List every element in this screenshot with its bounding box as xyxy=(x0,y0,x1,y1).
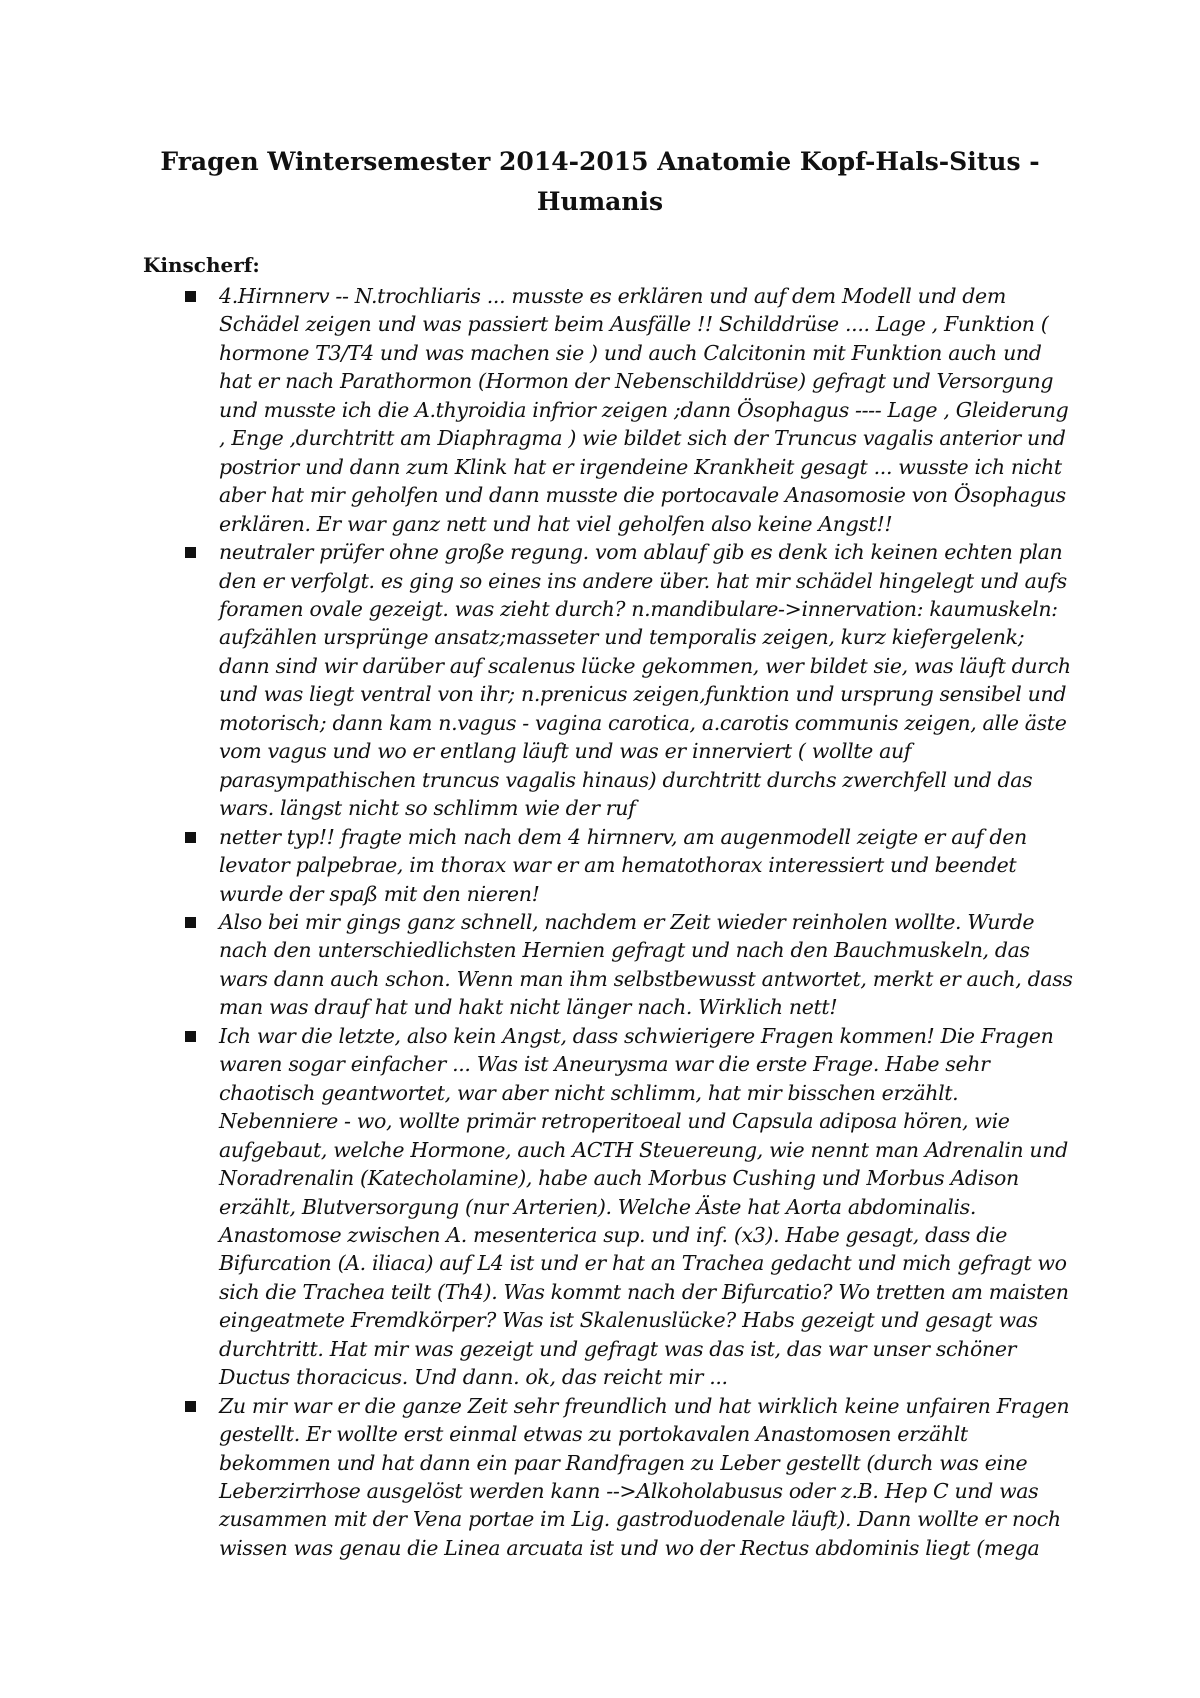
list-item-text: Zu mir war er die ganze Zeit sehr freundlich und hat wirklich keine unfairen Fragen gestellt. Er wollte erst einmal etwas zu portokavalen Anastomosen erzählt bekommen und hat dann ein paar Randfragen zu Leber gestellt (durch was eine Leberzirrhose ausgelöst werden kann -->Alkoholabusus oder z.B. Hep C und was zusammen mit der Vena portae im Lig. gastroduodenale läuft). Dann wollte er noch wissen was genau die Linea arcuata ist und wo der Rectus abdominis liegt (mega xyxy=(219,1393,1070,1560)
section-heading-kinscherf: Kinscherf: xyxy=(143,253,260,277)
list-item-text: Also bei mir gings ganz schnell, nachdem er Zeit wieder reinholen wollte. Wurde nach den unterschiedlichsten Hernien gefragt und nach den Bauchmuskeln, das wars dann auch schon. Wenn man ihm selbstbewusst antwortet, merkt er auch, dass man was drauf hat und hakt nicht länger nach. Wirklich nett! xyxy=(219,909,1073,1020)
list-item-text: neutraler prüfer ohne große regung. vom ablauf gib es denk ich keinen echten plan den er verfolgt. es ging so eines ins andere über. hat mir schädel hingelegt und aufs foramen ovale gezeigt. was zieht durch? n.mandibulare->innervation: kaumuskeln: aufzählen ursprünge ansatz;masseter und temporalis zeigen, kurz kiefergelenk; dann sind wir darüber auf scalenus lücke gekommen, wer bildet sie, was läuft durch und was liegt ventral von ihr; n.prenicus zeigen,funktion und ursprung sensibel und motorisch; dann kam n.vagus - vagina carotica, a.carotis communis zeigen, alle äste vom vagus und wo er entlang läuft und was er innerviert ( wollte auf parasympathischen truncus vagalis hinaus) durchtritt durchs zwerchfell und das wars. längst nicht so schlimm wie der ruf xyxy=(219,540,1071,821)
list-item xyxy=(180,1392,1080,1563)
list-item xyxy=(180,538,1080,823)
list-item-text: netter typ!! fragte mich nach dem 4 hirnnerv, am augenmodell zeigte er auf den levator palpebrae, im thorax war er am hematothorax interessiert und beendet wurde der spaß mit den nieren! xyxy=(219,824,1027,906)
list-item-text: 4.Hirnnerv -- N.trochliaris ... musste es erklären und auf dem Modell und dem Schädel zeigen und was passiert beim Ausfälle !! Schilddrüse .... Lage , Funktion ( hormone T3/T4 und was machen sie ) und auch Calcitonin mit Funktion auch und hat er nach Parathormon (Hormon der Nebenschilddrüse) gefragt und Versorgung und musste ich die A.thyroidia infrior zeigen ;dann Ösophagus ---- Lage , Gleiderung , Enge ,durchtritt am Diaphragma ) wie bildet sich der Truncus vagalis anterior und postrior und dann zum Klink hat er irgendeine Krankheit gesagt ... wusste ich nicht aber hat mir geholfen und dann musste die portocavale Anasomosie von Ösophagus erklären. Er war ganz nett und hat viel geholfen also keine Angst!! xyxy=(219,284,1069,536)
list-item xyxy=(180,823,1080,908)
page-title-line-2: Humanis xyxy=(536,187,664,216)
square-bullet-icon xyxy=(185,917,196,928)
square-bullet-icon xyxy=(185,291,196,302)
square-bullet-icon xyxy=(185,547,196,558)
list-item xyxy=(180,1022,1080,1392)
square-bullet-icon xyxy=(185,1031,196,1042)
square-bullet-icon xyxy=(185,832,196,843)
list-item xyxy=(180,282,1080,538)
page-title-line-1: Fragen Wintersemester 2014-2015 Anatomie Kopf-Hals-Situs - xyxy=(160,147,1040,176)
list-item-text: Ich war die letzte, also kein Angst, dass schwierigere Fragen kommen! Die Fragen waren sogar einfacher ... Was ist Aneurysma war die erste Frage. Habe sehr chaotisch geantwortet, war aber nicht schlimm, hat mir bisschen erzählt. Nebenniere - wo, wollte primär retroperitoeal und Capsula adiposa hören, wie aufgebaut, welche Hormone, auch ACTH Steuereung, wie nennt man Adrenalin und Noradrenalin (Katecholamine), habe auch Morbus Cushing und Morbus Adison erzählt, Blutversorgung (nur Arterien). Welche Äste hat Aorta abdominalis. Anastomose zwischen A. mesenterica sup. und inf. (x3). Habe gesagt, dass die Bifurcation (A. iliaca) auf L4 ist und er hat an Trachea gedacht und mich gefragt wo sich die Trachea teilt (Th4). Was kommt nach der Bifurcatio? Wo tretten am maisten eingeatmete Fremdkörper? Was ist Skalenuslücke? Habs gezeigt und gesagt was durchtritt. Hat mir was gezeigt und gefragt was das ist, das war unser schöner Ductus thoracicus. Und dann. ok, das reicht mir ... xyxy=(219,1023,1069,1390)
list-item xyxy=(180,908,1080,1022)
square-bullet-icon xyxy=(185,1401,196,1412)
page-title xyxy=(120,142,1080,222)
report-list xyxy=(180,282,1080,1562)
